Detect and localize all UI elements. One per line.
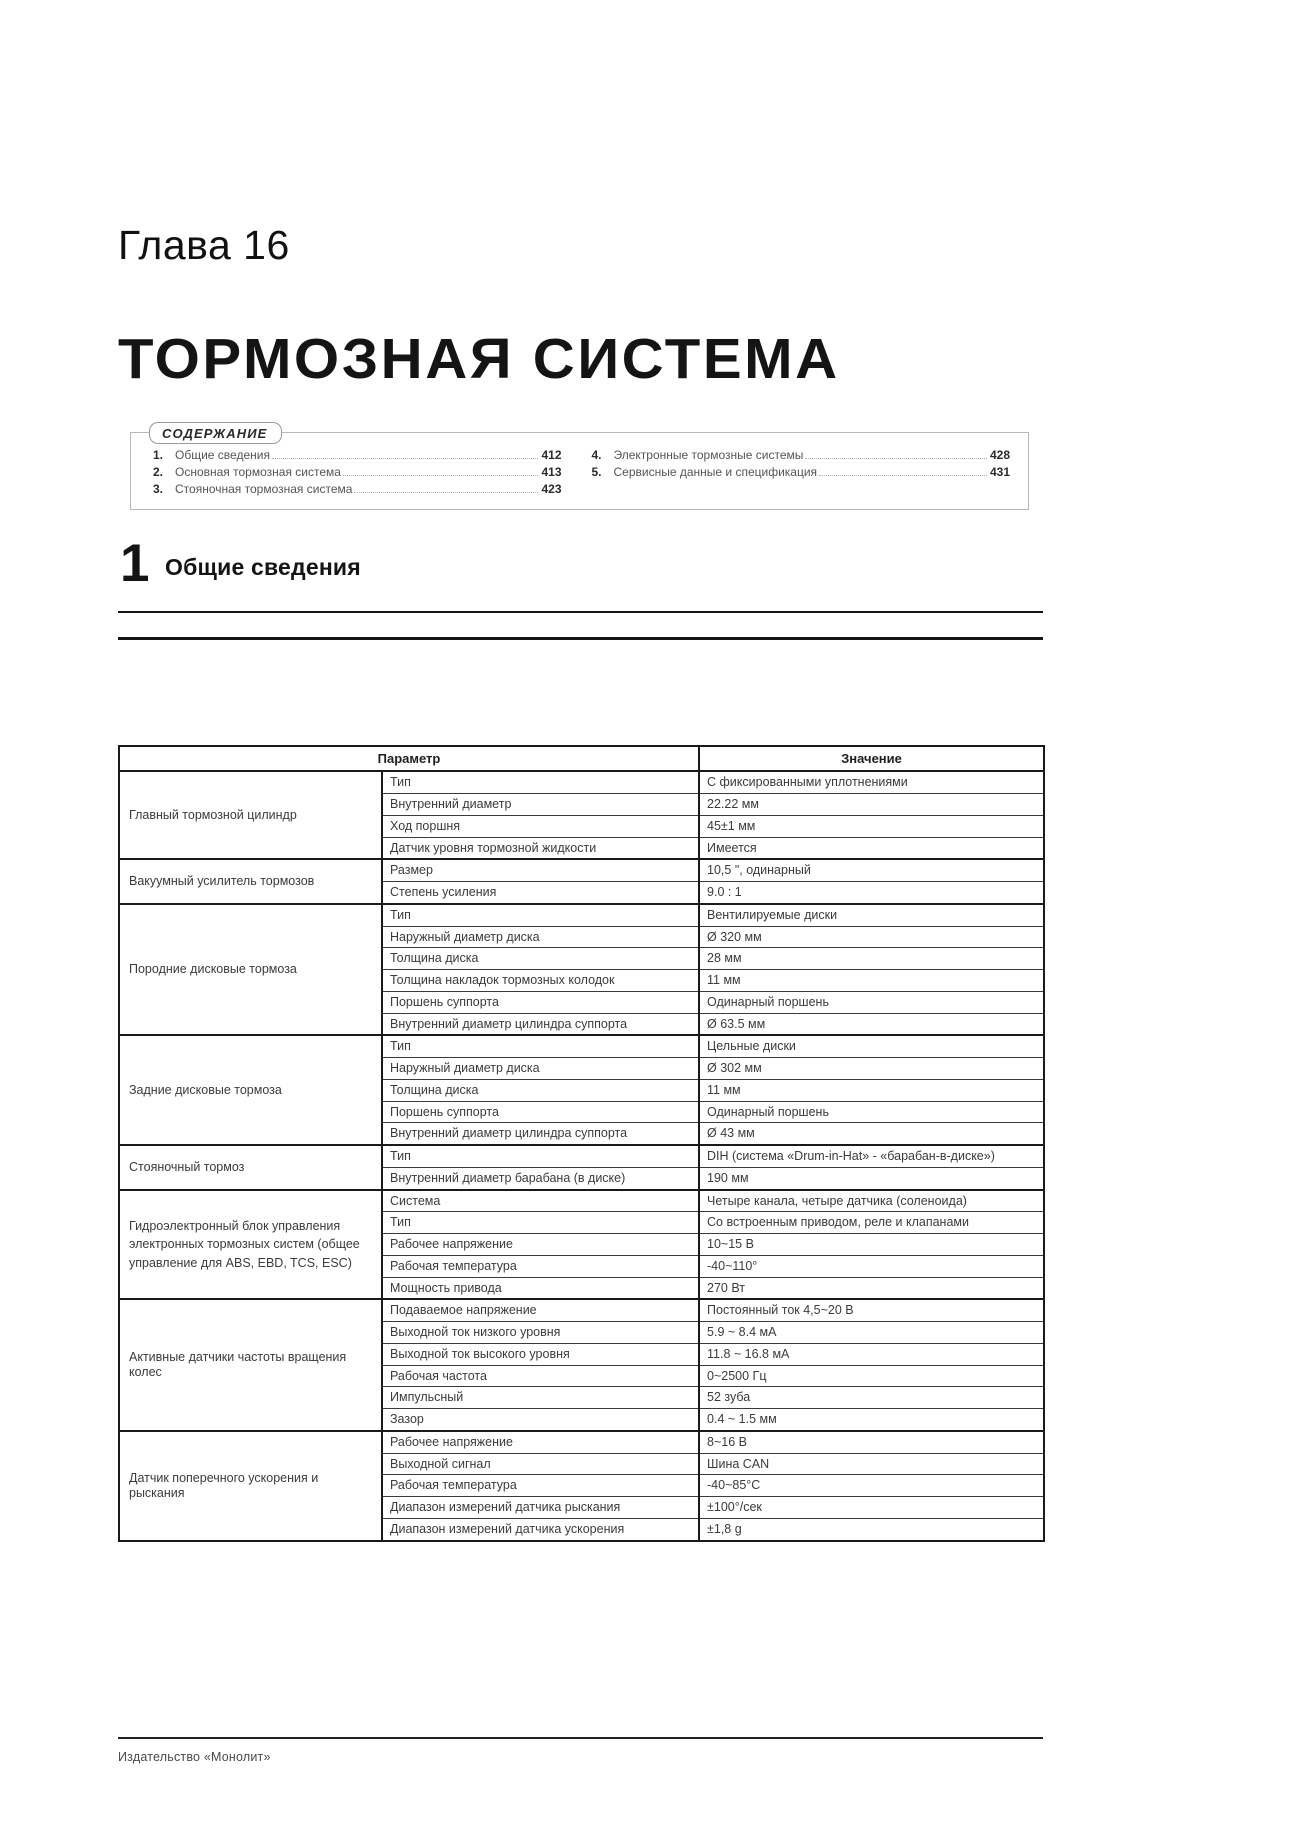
toc-entry-label: Общие сведения [175, 448, 270, 462]
toc-entry[interactable] [153, 481, 562, 498]
toc-entry-page: 423 [541, 482, 562, 496]
parameter-cell: Выходной сигнал [382, 1453, 699, 1475]
value-cell: Ø 320 мм [699, 926, 1044, 948]
toc-entry-number: 1. [153, 448, 164, 462]
parameter-cell: Тип [382, 1145, 699, 1167]
toc-column-right [580, 447, 1029, 498]
parameter-cell: Диапазон измерений датчика ускорения [382, 1518, 699, 1540]
section-divider-bottom [118, 637, 1043, 640]
toc-leader-dots [805, 458, 987, 459]
value-cell: 0.4 ~ 1.5 мм [699, 1409, 1044, 1431]
parameter-cell: Наружный диаметр диска [382, 926, 699, 948]
table-row [119, 904, 1044, 926]
table-row [119, 771, 1044, 793]
value-cell: 11 мм [699, 970, 1044, 992]
parameter-cell: Мощность привода [382, 1277, 699, 1299]
group-label-cell: Главный тормозной цилиндр [119, 771, 382, 859]
toc-legend: СОДЕРЖАНИЕ [149, 422, 282, 444]
value-cell: -40~110° [699, 1255, 1044, 1277]
footer-publisher: Издательство «Монолит» [118, 1750, 271, 1764]
parameter-cell: Рабочее напряжение [382, 1431, 699, 1453]
value-cell: Ø 63.5 мм [699, 1013, 1044, 1035]
table-row [119, 1299, 1044, 1321]
group-label-cell: Задние дисковые тормоза [119, 1035, 382, 1145]
parameter-cell: Выходной ток низкого уровня [382, 1322, 699, 1344]
value-cell: Шина CAN [699, 1453, 1044, 1475]
parameter-cell: Толщина накладок тормозных колодок [382, 970, 699, 992]
toc-entry-label: Основная тормозная система [175, 465, 341, 479]
parameter-cell: Рабочая частота [382, 1365, 699, 1387]
value-cell: Вентилируемые диски [699, 904, 1044, 926]
table-row [119, 859, 1044, 881]
toc-entry-page: 428 [989, 448, 1010, 462]
value-cell: 11.8 ~ 16.8 мА [699, 1343, 1044, 1365]
parameter-cell: Подаваемое напряжение [382, 1299, 699, 1321]
specification-table [118, 745, 1045, 1542]
toc-entry-number: 2. [153, 465, 164, 479]
toc-entry-page: 413 [541, 465, 562, 479]
toc-entry-label: Электронные тормозные системы [613, 448, 804, 462]
parameter-cell: Рабочее напряжение [382, 1234, 699, 1256]
value-cell: 10,5 ", одинарный [699, 859, 1044, 881]
value-cell: -40~85°C [699, 1475, 1044, 1497]
parameter-cell: Поршень суппорта [382, 1101, 699, 1123]
value-cell: 45±1 мм [699, 815, 1044, 837]
toc-entry-page: 431 [989, 465, 1010, 479]
value-cell: 5.9 ~ 8.4 мА [699, 1322, 1044, 1344]
parameter-cell: Тип [382, 1212, 699, 1234]
toc-entry-label: Сервисные данные и спецификация [613, 465, 818, 479]
parameter-cell: Система [382, 1190, 699, 1212]
toc-leader-dots [343, 475, 539, 476]
group-label-cell: Датчик поперечного ускорения и рыскания [119, 1431, 382, 1541]
value-cell: Четыре канала, четыре датчика (соленоида) [699, 1190, 1044, 1212]
parameter-cell: Зазор [382, 1409, 699, 1431]
table-row [119, 1190, 1044, 1212]
parameter-cell: Внутренний диаметр [382, 794, 699, 816]
table-header-row [119, 746, 1044, 771]
group-label-cell: Активные датчики частоты вращения колес [119, 1299, 382, 1431]
toc-entry[interactable] [592, 447, 1011, 464]
table-row [119, 1035, 1044, 1057]
group-label-cell: Породние дисковые тормоза [119, 904, 382, 1036]
toc-entry[interactable] [153, 464, 562, 481]
value-cell: Постоянный ток 4,5~20 В [699, 1299, 1044, 1321]
value-cell: Со встроенным приводом, реле и клапанами [699, 1212, 1044, 1234]
column-header-parameter: Параметр [119, 746, 699, 771]
value-cell: 11 мм [699, 1079, 1044, 1101]
section-number: 1 [120, 534, 150, 593]
value-cell: 52 зуба [699, 1387, 1044, 1409]
parameter-cell: Толщина диска [382, 948, 699, 970]
toc-leader-dots [354, 492, 538, 493]
parameter-cell: Наружный диаметр диска [382, 1058, 699, 1080]
footer-divider [118, 1737, 1043, 1739]
parameter-cell: Ход поршня [382, 815, 699, 837]
column-header-value: Значение [699, 746, 1044, 771]
toc-entry-number: 4. [591, 448, 602, 462]
parameter-cell: Датчик уровня тормозной жидкости [382, 837, 699, 859]
section-divider-top [118, 611, 1043, 613]
value-cell: DIH (система «Drum-in-Hat» - «барабан-в-диске») [699, 1145, 1044, 1167]
value-cell: Одинарный поршень [699, 991, 1044, 1013]
toc-leader-dots [272, 458, 539, 459]
chapter-title: ТОРМОЗНАЯ СИСТЕМА [118, 327, 840, 391]
parameter-cell: Толщина диска [382, 1079, 699, 1101]
value-cell: ±1,8 g [699, 1518, 1044, 1540]
chapter-label: Глава 16 [118, 222, 290, 268]
table-head [119, 746, 1044, 771]
value-cell: С фиксированными уплотнениями [699, 771, 1044, 793]
toc-column-left [131, 447, 580, 498]
section-header [118, 534, 1043, 607]
parameter-cell: Внутренний диаметр цилиндра суппорта [382, 1013, 699, 1035]
parameter-cell: Размер [382, 859, 699, 881]
parameter-cell: Выходной ток высокого уровня [382, 1343, 699, 1365]
value-cell: Одинарный поршень [699, 1101, 1044, 1123]
table-of-contents [130, 425, 1029, 510]
toc-leader-dots [819, 475, 987, 476]
parameter-cell: Импульсный [382, 1387, 699, 1409]
section-title: Общие сведения [165, 554, 361, 580]
group-label-cell: Вакуумный усилитель тормозов [119, 859, 382, 904]
value-cell: 0~2500 Гц [699, 1365, 1044, 1387]
toc-entry[interactable] [153, 447, 562, 464]
value-cell: ±100°/сек [699, 1497, 1044, 1519]
value-cell: Имеется [699, 837, 1044, 859]
parameter-cell: Рабочая температура [382, 1255, 699, 1277]
table-row [119, 1145, 1044, 1167]
value-cell: Ø 302 мм [699, 1058, 1044, 1080]
parameter-cell: Тип [382, 1035, 699, 1057]
group-label-cell: Гидроэлектронный блок управления электронных тормозных систем (общее управление для ABS, EBD, TCS, ESC) [119, 1190, 382, 1300]
value-cell: 270 Вт [699, 1277, 1044, 1299]
value-cell: 8~16 В [699, 1431, 1044, 1453]
parameter-cell: Внутренний диаметр барабана (в диске) [382, 1167, 699, 1189]
parameter-cell: Рабочая температура [382, 1475, 699, 1497]
toc-entry-page: 412 [541, 448, 562, 462]
group-label-cell: Стояночный тормоз [119, 1145, 382, 1190]
value-cell: 10~15 В [699, 1234, 1044, 1256]
parameter-cell: Поршень суппорта [382, 991, 699, 1013]
parameter-cell: Внутренний диаметр цилиндра суппорта [382, 1123, 699, 1145]
table-body [119, 771, 1044, 1540]
value-cell: Ø 43 мм [699, 1123, 1044, 1145]
parameter-cell: Диапазон измерений датчика рыскания [382, 1497, 699, 1519]
value-cell: 9.0 : 1 [699, 882, 1044, 904]
toc-entry-number: 5. [591, 465, 602, 479]
parameter-cell: Степень усиления [382, 882, 699, 904]
parameter-cell: Тип [382, 904, 699, 926]
table-row [119, 1431, 1044, 1453]
value-cell: Цельные диски [699, 1035, 1044, 1057]
value-cell: 190 мм [699, 1167, 1044, 1189]
value-cell: 28 мм [699, 948, 1044, 970]
toc-entry[interactable] [592, 464, 1011, 481]
value-cell: 22.22 мм [699, 794, 1044, 816]
toc-entry-number: 3. [153, 482, 164, 496]
parameter-cell: Тип [382, 771, 699, 793]
toc-entry-label: Стояночная тормозная система [175, 482, 353, 496]
